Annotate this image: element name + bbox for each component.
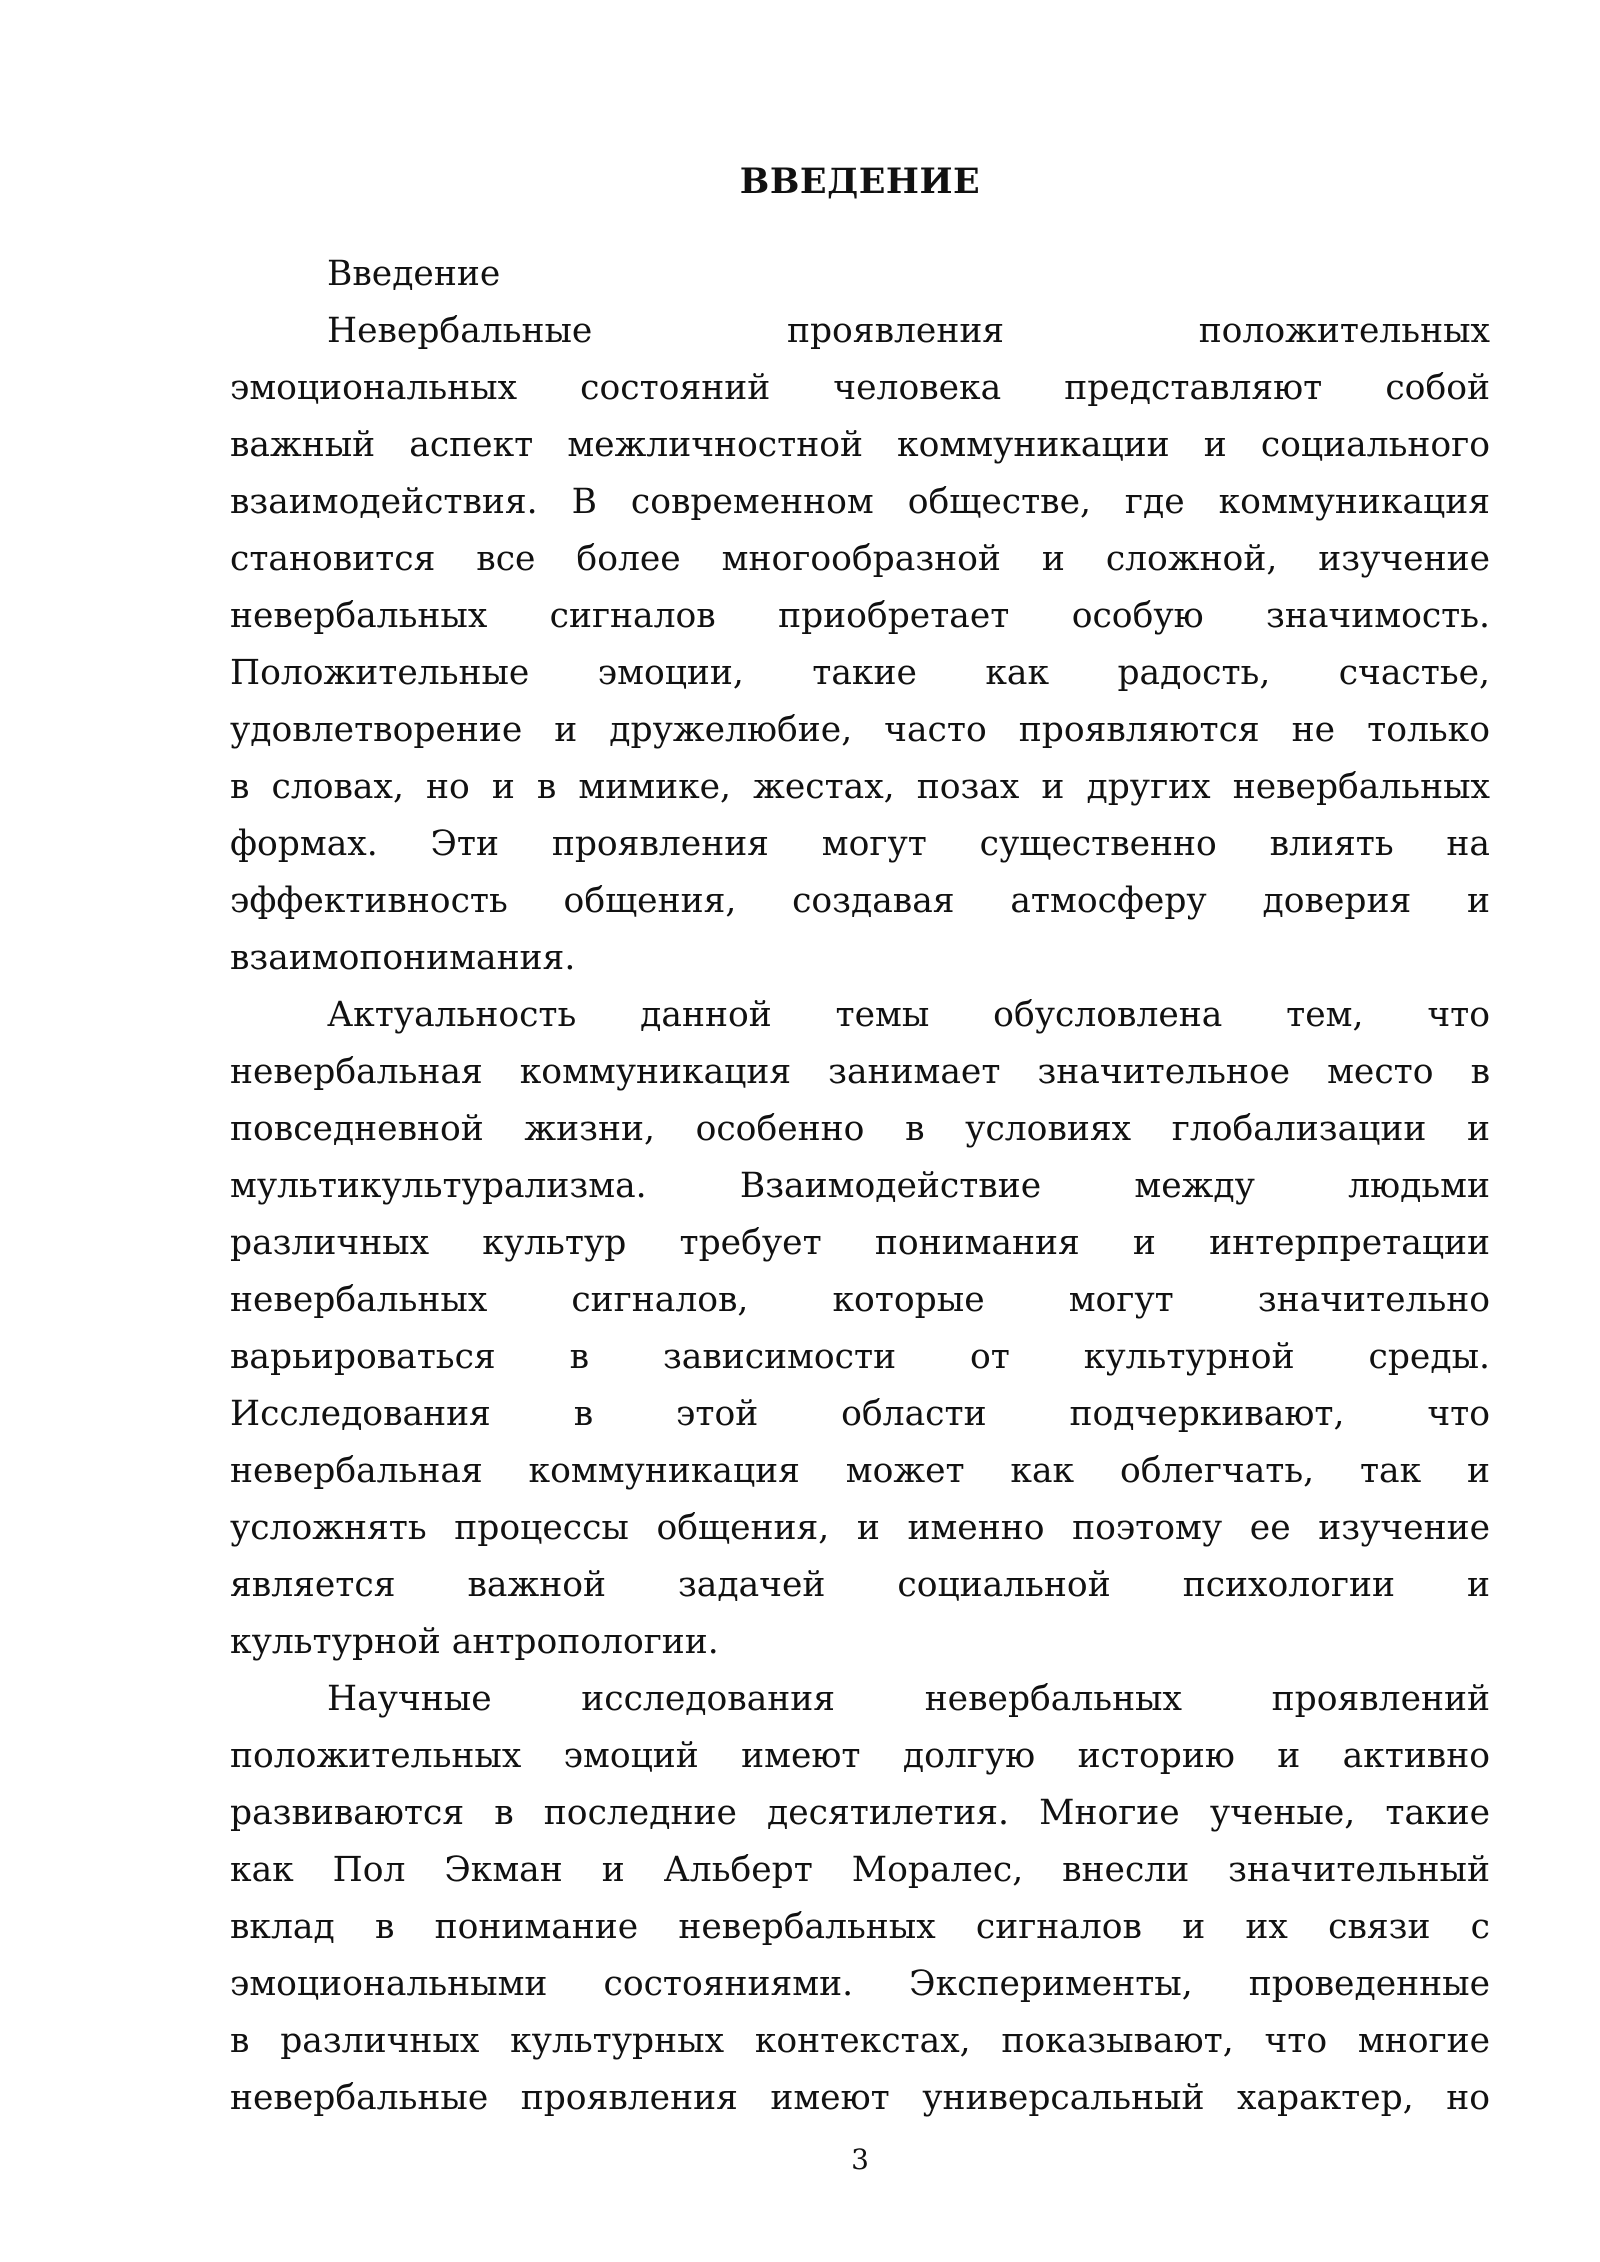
text-line: усложнять процессы общения, и именно поэтому ее изучение bbox=[230, 1508, 1490, 1548]
text-line: эффективность общения, создавая атмосферу доверия и bbox=[230, 881, 1490, 921]
text-line: положительных эмоций имеют долгую историю и активно bbox=[230, 1736, 1490, 1776]
paragraph bbox=[230, 1671, 1490, 2127]
text-line: невербальная коммуникация может как облегчать, так и bbox=[230, 1451, 1490, 1491]
text-line: Исследования в этой области подчеркивают, что bbox=[230, 1394, 1490, 1434]
text-line: развиваются в последние десятилетия. Многие ученые, такие bbox=[230, 1793, 1490, 1833]
text-line: культурной антропологии. bbox=[230, 1622, 719, 1662]
text-line: невербальных сигналов приобретает особую значимость. bbox=[230, 596, 1490, 636]
text-line: Актуальность данной темы обусловлена тем, что bbox=[327, 995, 1490, 1035]
text-line: Введение bbox=[327, 254, 501, 294]
body-text bbox=[230, 246, 1490, 2127]
text-line: невербальная коммуникация занимает значительное место в bbox=[230, 1052, 1490, 1092]
text-line: взаимопонимания. bbox=[230, 938, 576, 978]
text-line: эмоциональных состояний человека представляют собой bbox=[230, 368, 1490, 408]
text-line: как Пол Экман и Альберт Моралес, внесли значительный bbox=[230, 1850, 1490, 1890]
text-line: невербальные проявления имеют универсальный характер, но bbox=[230, 2078, 1490, 2118]
page-number: 3 bbox=[851, 2143, 869, 2176]
text-line: в словах, но и в мимике, жестах, позах и других невербальных bbox=[230, 767, 1490, 807]
text-line: различных культур требует понимания и интерпретации bbox=[230, 1223, 1490, 1263]
text-line: эмоциональными состояниями. Эксперименты, проведенные bbox=[230, 1964, 1490, 2004]
text-line: повседневной жизни, особенно в условиях глобализации и bbox=[230, 1109, 1490, 1149]
text-line: Научные исследования невербальных проявлений bbox=[327, 1679, 1490, 1719]
text-line: Невербальные проявления положительных bbox=[327, 311, 1490, 351]
text-line: становится все более многообразной и сложной, изучение bbox=[230, 539, 1490, 579]
paragraph bbox=[230, 303, 1490, 987]
text-line: в различных культурных контекстах, показывают, что многие bbox=[230, 2021, 1490, 2061]
text-line: невербальных сигналов, которые могут значительно bbox=[230, 1280, 1490, 1320]
section-heading: ВВЕДЕНИЕ bbox=[739, 161, 981, 202]
text-line: взаимодействия. В современном обществе, где коммуникация bbox=[230, 482, 1490, 522]
text-line: вклад в понимание невербальных сигналов и их связи с bbox=[230, 1907, 1490, 1947]
text-line: является важной задачей социальной психологии и bbox=[230, 1565, 1490, 1605]
text-line: мультикультурализма. Взаимодействие между людьми bbox=[230, 1166, 1490, 1206]
text-line: удовлетворение и дружелюбие, часто проявляются не только bbox=[230, 710, 1490, 750]
paragraph bbox=[230, 987, 1490, 1671]
text-line: Положительные эмоции, такие как радость, счастье, bbox=[230, 653, 1490, 693]
text-line: важный аспект межличностной коммуникации и социального bbox=[230, 425, 1490, 465]
text-line: формах. Эти проявления могут существенно влиять на bbox=[230, 824, 1490, 864]
text-line: варьироваться в зависимости от культурной среды. bbox=[230, 1337, 1490, 1377]
paragraph bbox=[230, 246, 1490, 303]
